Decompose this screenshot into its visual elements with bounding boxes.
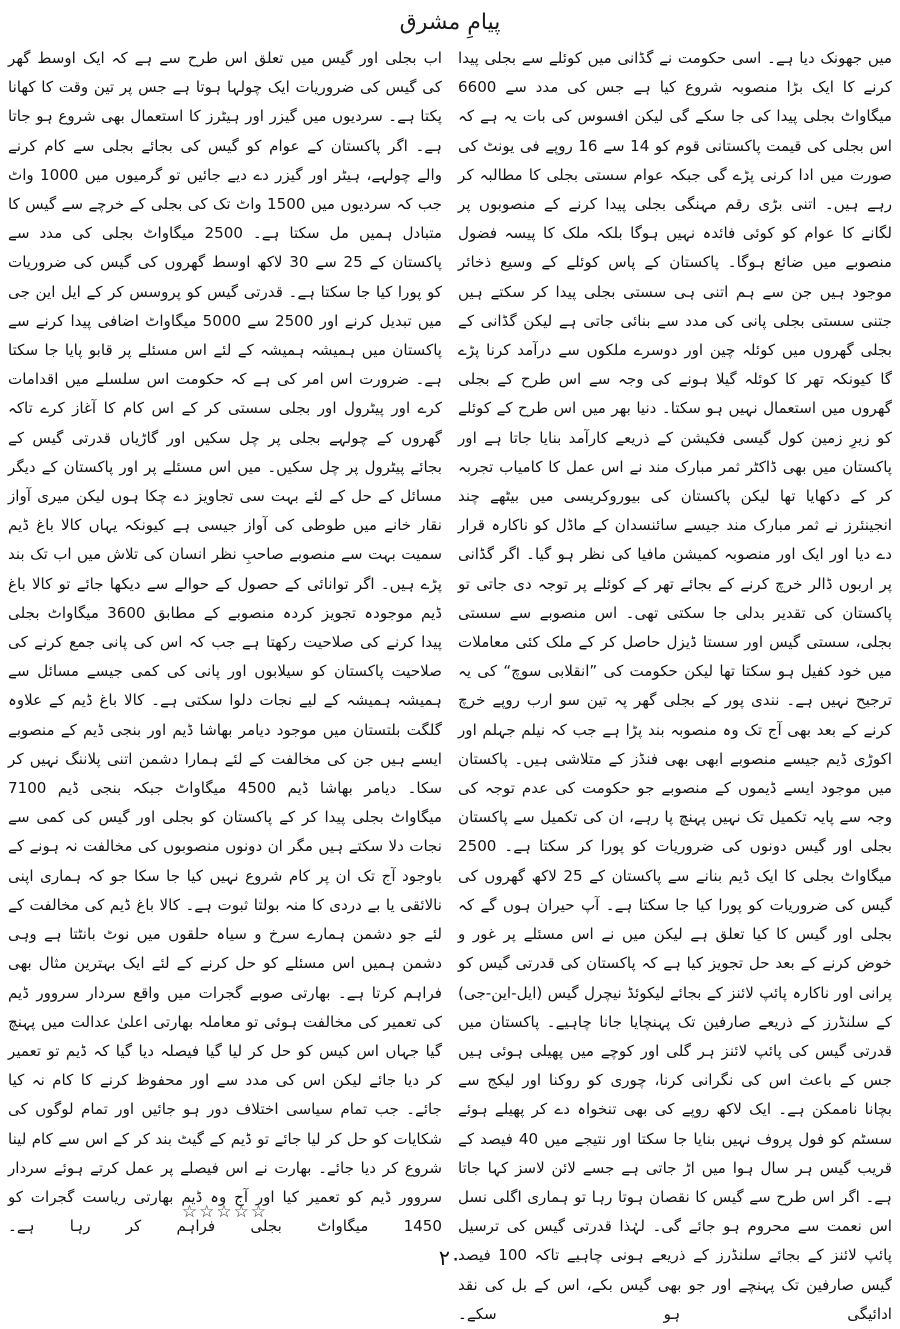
left-column-text: اب بجلی اور گیس میں تعلق اس طرح سے ہے کہ ایک اوسط گھر کی گیس کی ضروریات ایک چولہا ہوتا ہے جس پر تین وقت کا کھانا پکتا ہے۔ سردیوں میں گیزر اور ہیٹرز کا استعمال بھی شروع ہو جاتا ہے۔ اگر پاکستان کے عوام کو گیس کی بجائے بجلی سے کام کرنے والے چولہے، ہیٹر اور گیزر دے دیے جائیں تو گرمیوں میں 1000 واٹ جب کہ سردیوں میں 1500 واٹ تک کی بجلی کے خرچے سے گیس کا متبادل ہمیں مل سکتا ہے۔ 2500 میگاواٹ بجلی کی مدد سے پاکستان کے 25 سے 30 لاکھ اوسط گھروں کی گیس کی ضروریات کو پورا کیا جا سکتا ہے۔ قدرتی گیس کو پروسس کر کے ایل این جی میں تبدیل کرنے اور 2500 سے 5000 میگاواٹ اضافی پیدا کرنے سے پاکستان میں ہمیشہ ہمیشہ کے لئے اس مسئلے پر قابو پایا جا سکتا ہے۔ ضرورت اس امر کی ہے کہ حکومت اس سلسلے میں اقدامات کرے اور پیٹرول اور بجلی سستی کر کے اس کام کا آغاز کرے تاکہ گھروں کے چولہے بجلی پر چل سکیں اور گاڑیاں قدرتی گیس کے بجائے پیٹرول پر چل سکیں۔ میں اس مسئلے پر اور پاکستان کے دیگر مسائل کے حل کے لئے بہت سی تجاویز دے چکا ہوں لیکن میری آواز نقار خانے میں طوطی کی آواز جیسی ہے کیونکہ یہاں کالا باغ ڈیم سمیت بہت سے منصوبے صاحبِ نظر انسان کی تلاش میں اب تک بند پڑے ہیں۔ اگر توانائی کے حصول کے حوالے سے دیکھا جائے تو کالا باغ ڈیم موجودہ تجویز کردہ منصوبے کے مطابق 3600 میگاواٹ بجلی پیدا کرنے کی صلاحیت رکھتا ہے جب کہ اس کی پانی جمع کرنے کی صلاحیت پاکستان کو سیلابوں اور پانی کی کمی جیسے مسائل سے ہمیشہ ہمیشہ کے لیے نجات دلوا سکتی ہے۔ کالا باغ ڈیم کے علاوہ گلگت بلتستان میں موجود دیامر بھاشا ڈیم اور بنجی ڈیم کے منصوبے ایسے ہیں جن کی مخالفت کے لئے ہمارا دشمن اتنی پلاننگ نہیں کر سکا۔ دیامر بھاشا ڈیم 4500 میگاواٹ جبکہ بنجی ڈیم 7100 میگاواٹ بجلی پیدا کر کے پاکستان کو بجلی اور گیس کی کمی سے نجات دلا سکتے ہیں مگر ان دونوں منصوبوں کی مخالفت نہ ہونے کے باوجود آج تک ان پر کام شروع نہیں کیا جا سکا جو کہ ہماری اپنی نالائقی یا بے دردی کا منہ بولتا ثبوت ہے۔ کالا باغ ڈیم کی مخالفت کے لئے جو دشمن ہمارے سرخ و سیاہ حلقوں میں نوٹ بانٹتا ہے وہی دشمن ہمیں اس مسئلے کو حل کرنے کے لئے ایک بہترین مثال بھی فراہم کرتا ہے۔ بھارتی صوبے گجرات میں واقع سردار سروور ڈیم کی تعمیر کی مخالفت ہوئی تو معاملہ بھارتی اعلیٰ عدالت میں پہنچ گیا جہاں اس کیس کو حل کر لیا گیا فیصلہ دیا گیا کہ ڈیم تو تعمیر کر دیا جائے لیکن اس کی مدد سے اور محفوظ کرنے کا کام نہ کیا جائے۔ جب تمام سیاسی اختلاف دور ہو جائیں اور تمام لوگوں کی شکایات کو حل کر لیا جائے تو ڈیم کے گیٹ بند کر کے اس سے کام لینا شروع کر دیا جائے۔ بھارت نے اس فیصلے پر عمل کرتے ہوئے سردار سروور ڈیم کو تعمیر کیا اور آج وہ ڈیم بھارتی ریاست گجرات کو 1450 میگاواٹ بجلی فراہم کر رہا ہے۔ — [8, 49, 442, 1236]
right-column — [458, 44, 892, 1323]
right-column-text: میں جھونک دیا ہے۔ اسی حکومت نے گڈانی میں کوئلے سے بجلی پیدا کرنے کا ایک بڑا منصوبہ شروع کیا ہے جس کی مدد سے 6600 میگاواٹ بجلی پیدا کی جا سکے گی لیکن افسوس کی بات یہ ہے کہ اس بجلی کی قیمت پاکستانی قوم کو 14 سے 16 روپے فی یونٹ کی صورت میں ادا کرنی پڑے گی جبکہ عوام سستی بجلی کا مطالبہ کر رہے ہیں۔ اتنی بڑی رقم مہنگی بجلی پیدا کرنے کے منصوبوں پر لگانے کا عوام کو کوئی فائدہ نہیں ہوگا بلکہ ملک کا پیسہ فضول منصوبے میں ضائع ہوگا۔ پاکستان کے پاس کوئلے کے وسیع ذخائر موجود ہیں جن سے ہم اتنی ہی سستی بجلی پیدا کر سکتے ہیں جتنی سستی بجلی پانی کی مدد سے بنائی جاتی ہے لیکن گڈانی کے بجلی گھروں میں کوئلہ چین اور دوسرے ملکوں سے درآمد کرنا پڑے گا کیونکہ تھر کا کوئلہ گیلا ہونے کی وجہ سے اس طرح کے بجلی گھروں میں استعمال نہیں ہو سکتا۔ دنیا بھر میں اس طرح کے کوئلے کو زیرِ زمین کول گیسی فکیشن کے ذریعے کارآمد بنایا جاتا ہے اور پاکستان میں بھی ڈاکٹر ثمر مبارک مند نے اس عمل کا کامیاب تجربہ کر کے دکھایا تھا لیکن پاکستان کی بیوروکریسی میں بیٹھے چند انجینئرز نے ثمر مبارک مند جیسے سائنسدان کے ماڈل کو ناکارہ قرار دے دیا اور ایک اور منصوبہ کمیشن مافیا کی نظر ہو گیا۔ اگر گڈانی پر اربوں ڈالر خرچ کرنے کے بجائے تھر کے کوئلے پر توجہ دی جاتی تو پاکستان کی تقدیر بدلی جا سکتی تھی۔ اس منصوبے سے سستی بجلی، سستی گیس اور سستا ڈیزل حاصل کر کے ملک کئی معاملات میں خود کفیل ہو سکتا تھا لیکن حکومت کی ”انقلابی سوچ“ کی یہ ترجیح نہیں ہے۔ نندی پور کے بجلی گھر پہ تین سو ارب روپے خرچ کرنے کے بعد بھی آج تک وہ منصوبہ بند پڑا ہے جب کہ نیلم جہلم اور اکوڑی ڈیم جیسے منصوبے ابھی بھی فنڈز کے متلاشی ہیں۔ پاکستان میں موجود ایسے ڈیموں کے منصوبے جو حکومت کی عدم توجہ کی وجہ سے پایہ تکمیل تک نہیں پہنچ پا رہے، ان کی تکمیل سے پاکستان بجلی اور گیس دونوں کی ضروریات کو پورا کر سکتا ہے۔ 2500 میگاواٹ بجلی کا ایک ڈیم بنانے سے پاکستان کے 25 لاکھ گھروں کی گیس کی ضروریات کو پورا کیا جا سکتا ہے۔ آپ حیران ہوں گے کہ بجلی اور گیس کا کیا تعلق ہے لیکن میں نے اس مسئلے پر غور و خوض کرنے کے بعد حل تجویز کیا ہے کہ پاکستان کی قدرتی گیس کو پرانی اور ناکارہ پائپ لائنز کے بجائے لیکوئڈ نیچرل گیس (ایل-این-جی) کے سلنڈرز کے ذریعے صارفین تک پہنچایا جانا چاہیے۔ پاکستان میں قدرتی گیس کی پائپ لائنز ہر گلی اور کوچے میں پھیلی ہوئی ہیں جس کے باعث اس کی نگرانی کرنا، چوری کو روکنا اور لیکج سے بچانا ناممکن ہے۔ ایک لاکھ روپے کی بھی تنخواہ دے کر پھیلے ہوئے سسٹم کو فول پروف نہیں بنایا جا سکتا اور نتیجے میں 40 فیصد کے قریب گیس ہر سال ہوا میں اڑ جاتی ہے جسے لائن لاسز کہا جاتا ہے۔ اگر اس طرح سے گیس کا نقصان ہوتا رہا تو ہماری اگلی نسل اس نعمت سے محروم ہو جائے گی۔ لہٰذا قدرتی گیس کی ترسیل پائپ لائنز کے بجائے سلنڈرز کے ذریعے ہونی چاہیے تاکہ 100 فیصد گیس صارفین تک پہنچے اور جو بھی گیس بکے، اس کے بل کی نقد ادائیگی ہو سکے۔ — [458, 49, 892, 1323]
left-column — [8, 44, 442, 1236]
page-number: ۲۰ — [438, 1246, 462, 1270]
star-divider: ☆☆☆☆☆ — [181, 1202, 269, 1222]
star-divider-row — [0, 1202, 900, 1222]
page-masthead-title: پیامِ مشرق — [399, 10, 501, 35]
